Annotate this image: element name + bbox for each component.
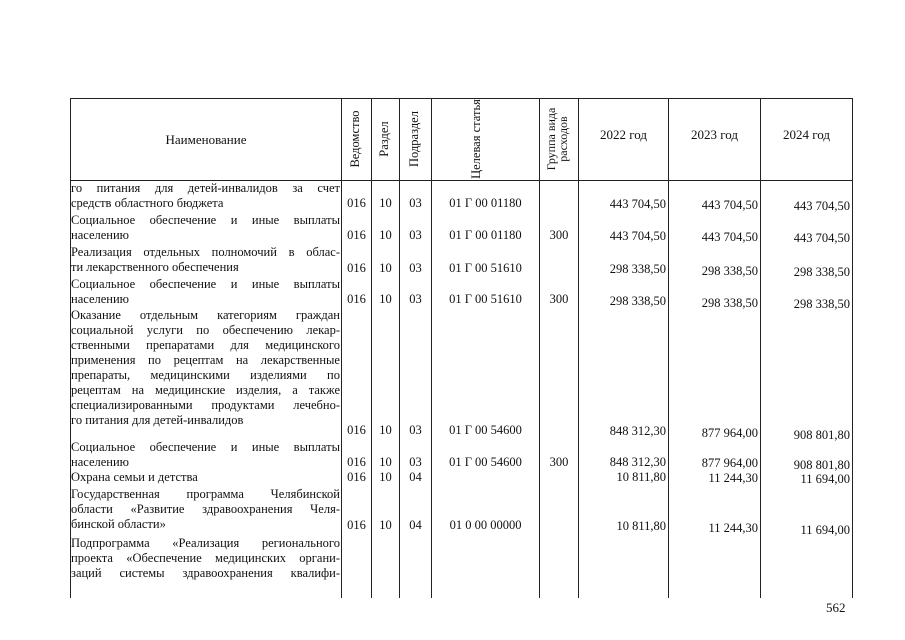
cell-2023: 877 964,00 (701, 426, 758, 440)
name-line: Социальное обеспечение и иные выплаты (71, 440, 340, 454)
table-row-name (71, 308, 340, 428)
col-border (852, 98, 853, 598)
cell-2022: 443 704,50 (609, 229, 666, 243)
name-line: Подпрограмма «Реализация регионального (71, 536, 340, 550)
cell-2022: 10 811,80 (616, 470, 666, 484)
cell-ved: 016 (347, 292, 366, 306)
cell-razdel: 10 (379, 470, 392, 484)
name-line: Оказание отдельным категориям граждан (71, 308, 340, 322)
name-line: области «Развитие здравоохранения Челя- (71, 502, 340, 516)
cell-2024: 298 338,50 (793, 297, 850, 311)
header-name: Наименование (165, 131, 247, 147)
cell-cs: 01 Г 00 01180 (449, 196, 522, 210)
header-podrazdel: Подраздел (407, 111, 421, 167)
name-line: применения по рецептам на лекарственные (71, 353, 340, 367)
header-tselevaya: Целевая статья (469, 99, 483, 179)
table-row-name (71, 470, 340, 485)
cell-cs: 01 0 00 00000 (449, 518, 522, 532)
cell-2024: 11 694,00 (800, 523, 850, 537)
table-row-name (71, 245, 340, 275)
cell-2023: 298 338,50 (701, 264, 758, 278)
name-line: Социальное обеспечение и иные выплаты (71, 213, 340, 227)
cell-cs: 01 Г 00 51610 (449, 292, 522, 306)
cell-podrazdel: 03 (409, 196, 422, 210)
name-line: Государственная программа Челябинской (71, 487, 340, 501)
cell-2023: 443 704,50 (701, 230, 758, 244)
name-line: социальной услуги по обеспечению лекар- (71, 323, 340, 337)
cell-cs: 01 Г 00 01180 (449, 228, 522, 242)
name-line: бинской области» (71, 517, 166, 531)
cell-2024: 11 694,00 (800, 472, 850, 486)
cell-2022: 848 312,30 (609, 455, 666, 469)
cell-ved: 016 (347, 196, 366, 210)
cell-podrazdel: 03 (409, 292, 422, 306)
cell-cs: 01 Г 00 54600 (449, 423, 522, 437)
cell-razdel: 10 (379, 228, 392, 242)
name-line: ти лекарственного обеспечения (71, 260, 239, 274)
cell-2022: 848 312,30 (609, 424, 666, 438)
cell-grp: 300 (549, 228, 569, 242)
cell-cs: 01 Г 00 54600 (449, 455, 522, 469)
name-line: препараты, медицинскими изделиями по (71, 368, 340, 382)
col-border (539, 98, 540, 598)
header-2022: 2022 год (600, 127, 647, 142)
cell-razdel: 10 (379, 423, 392, 437)
name-line: Реализация отдельных полномочий в облас- (71, 245, 340, 259)
cell-ved: 016 (347, 470, 366, 484)
cell-podrazdel: 03 (409, 228, 422, 242)
cell-ved: 016 (347, 518, 366, 532)
header-2023: 2023 год (691, 127, 738, 142)
table-row-name (71, 181, 340, 211)
name-line: заций системы здравоохранения квалифи- (71, 566, 340, 580)
name-line: го питания для детей-инвалидов за счет (71, 181, 340, 195)
cell-razdel: 10 (379, 292, 392, 306)
name-line: населению (71, 228, 129, 242)
page-number: 562 (826, 600, 846, 615)
cell-razdel: 10 (379, 196, 392, 210)
name-line: Охрана семьи и детства (71, 470, 198, 484)
cell-podrazdel: 04 (409, 518, 422, 532)
header-vedomstvo: Ведомство (348, 110, 362, 168)
cell-2024: 908 801,80 (793, 428, 850, 442)
table-row-name (71, 277, 340, 307)
name-line: го питания для детей-инвалидов (71, 413, 244, 427)
cell-2024: 443 704,50 (793, 231, 850, 245)
cell-2024: 908 801,80 (793, 458, 850, 472)
cell-ved: 016 (347, 228, 366, 242)
cell-razdel: 10 (379, 518, 392, 532)
table-row-name (71, 536, 340, 581)
cell-2022: 298 338,50 (609, 262, 666, 276)
header-razdel: Раздел (377, 121, 391, 157)
name-line: ственными препаратами для медицинского (71, 338, 340, 352)
cell-podrazdel: 03 (409, 455, 422, 469)
table-row-name (71, 487, 340, 532)
cell-ved: 016 (347, 423, 366, 437)
cell-razdel: 10 (379, 455, 392, 469)
cell-podrazdel: 04 (409, 470, 422, 484)
cell-2024: 443 704,50 (793, 199, 850, 213)
cell-cs: 01 Г 00 51610 (449, 261, 522, 275)
cell-podrazdel: 03 (409, 261, 422, 275)
name-line: населению (71, 292, 129, 306)
cell-ved: 016 (347, 261, 366, 275)
cell-2022: 298 338,50 (609, 294, 666, 308)
cell-2023: 877 964,00 (701, 456, 758, 470)
cell-2022: 10 811,80 (616, 519, 666, 533)
cell-2023: 298 338,50 (701, 296, 758, 310)
cell-razdel: 10 (379, 261, 392, 275)
name-line: рецептам на медицинские изделия, а также (71, 383, 340, 397)
table-row-name (71, 440, 340, 470)
cell-podrazdel: 03 (409, 423, 422, 437)
name-line: специализированными продуктами лечебно- (71, 398, 340, 412)
cell-grp: 300 (549, 292, 569, 306)
header-2024: 2024 год (783, 127, 830, 142)
cell-2022: 443 704,50 (609, 197, 666, 211)
header-gruppa: Группа вида расходов (544, 107, 570, 171)
cell-ved: 016 (347, 455, 366, 469)
cell-grp: 300 (549, 455, 569, 469)
name-line: Социальное обеспечение и иные выплаты (71, 277, 340, 291)
name-line: населению (71, 455, 129, 469)
table-row-name (71, 213, 340, 243)
cell-2023: 443 704,50 (701, 198, 758, 212)
cell-2024: 298 338,50 (793, 265, 850, 279)
cell-2023: 11 244,30 (708, 521, 758, 535)
cell-2023: 11 244,30 (708, 471, 758, 485)
name-line: средств областного бюджета (71, 196, 224, 210)
name-line: проекта «Обеспечение медицинских органи- (71, 551, 340, 565)
